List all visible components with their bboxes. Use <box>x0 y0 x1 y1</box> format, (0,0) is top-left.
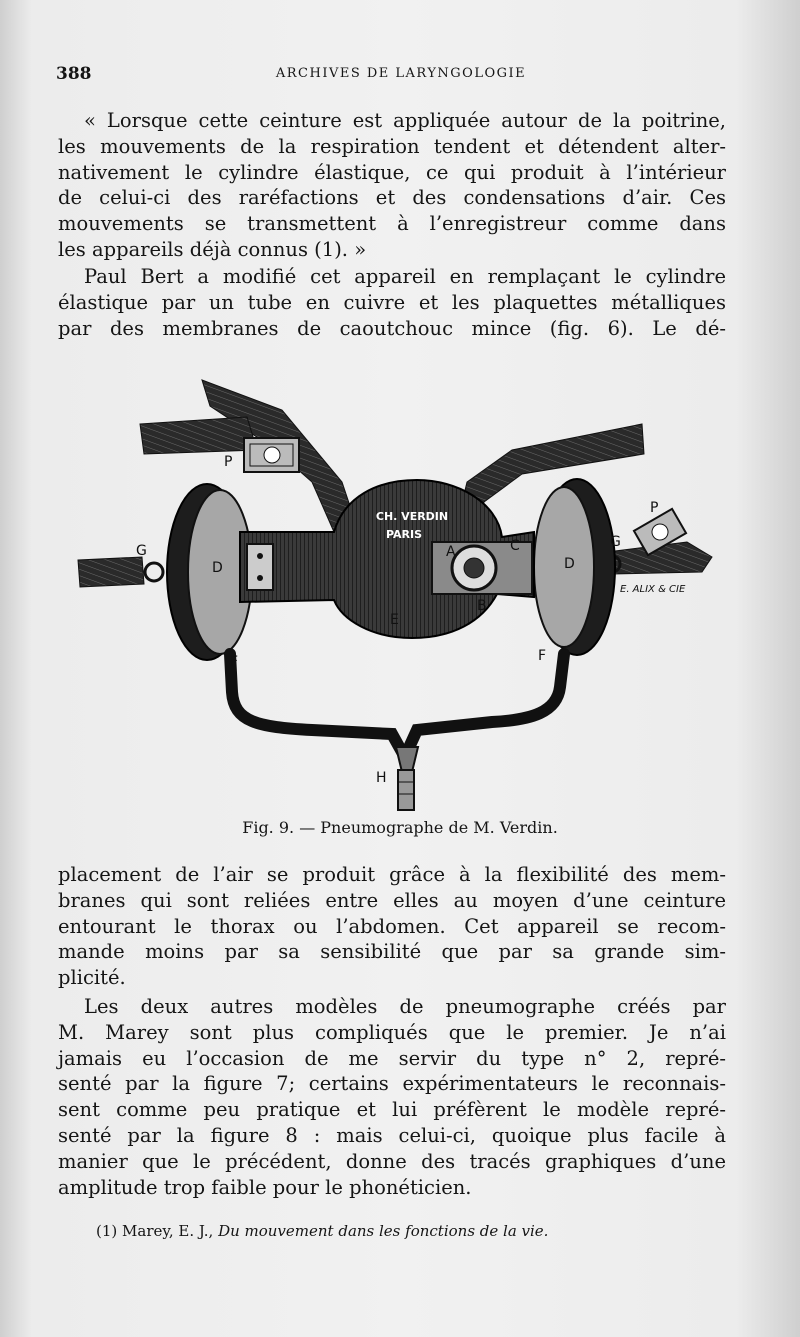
left-clamp <box>247 544 273 590</box>
label-g-right: G <box>610 534 621 550</box>
text-line: manier que le précédent, donne des tracés graphiques d’une <box>58 1149 726 1173</box>
text-line: de celui-ci des raréfactions et des condensations d’air. Ces <box>58 186 726 210</box>
text-line: mouvements se transmettent à l’enregistreur comme dans <box>58 212 726 236</box>
paragraph-quote <box>58 108 726 263</box>
text-line: « Lorsque cette ceinture est appliquée autour de la poitrine, <box>84 109 726 132</box>
text-line: branes qui sont reliées entre elles au moyen d’une ceinture <box>58 888 726 912</box>
maker-stamp-line1: CH. VERDIN <box>375 510 449 523</box>
text-line: par des membranes de caoutchouc mince (fig. 6). Le dé- <box>58 316 726 340</box>
engraver-signature: E. ALIX & CIE <box>620 584 686 595</box>
label-a: A <box>446 544 456 560</box>
text-line: entourant le thorax ou l’abdomen. Cet appareil se recom- <box>58 914 726 938</box>
paragraph-models <box>58 994 726 1200</box>
label-h: H <box>376 770 387 786</box>
footnote-author: Marey, E. J., <box>122 1222 214 1240</box>
text-line: placement de l’air se produit grâce à la flexibilité des mem- <box>58 863 726 886</box>
page-number: 388 <box>56 64 92 84</box>
text-line: jamais eu l’occasion de me servir du type n° 2, repré- <box>58 1046 726 1070</box>
label-f-left: F <box>230 654 239 670</box>
text-line: amplitude trop faible pour le phonéticien. <box>58 1175 472 1199</box>
text-line: plicité. <box>58 966 126 990</box>
page-header <box>56 64 746 88</box>
figure-caption: Fig. 9. — Pneumographe de M. Verdin. <box>242 818 558 837</box>
label-g-left: G <box>136 543 147 559</box>
text-line: Paul Bert a modifié cet appareil en remplaçant le cylindre <box>84 265 726 288</box>
pneumograph-illustration <box>72 362 732 822</box>
label-c: C <box>510 538 520 554</box>
label-f-right: F <box>538 648 547 664</box>
text-line: mande moins par sa sensibilité que par sa grande sim- <box>58 940 726 964</box>
paragraph-paul-bert <box>58 264 726 341</box>
footnote-marker: (1) <box>96 1222 118 1240</box>
left-side-strap <box>78 557 144 587</box>
label-d-right: D <box>564 556 575 572</box>
left-tube <box>230 654 402 752</box>
text-line: les appareils déjà connus (1). » <box>58 237 367 261</box>
y-connector <box>396 747 418 772</box>
text-line: Les deux autres modèles de pneumographe créés par <box>84 995 726 1018</box>
label-p-left: P <box>224 454 233 470</box>
right-tube <box>407 654 564 752</box>
text-line: nativement le cylindre élastique, ce qui produit à l’intérieur <box>58 160 726 184</box>
footnote-title: Du mouvement dans les fonctions de la vie. <box>218 1222 549 1240</box>
label-b: B <box>477 598 487 614</box>
text-line: senté par la figure 8 : mais celui-ci, quoique plus facile à <box>58 1123 726 1147</box>
text-line: senté par la figure 7; certains expérimentateurs le reconnais- <box>58 1072 726 1096</box>
running-head: ARCHIVES DE LARYNGOLOGIE <box>275 66 527 81</box>
paragraph-continuation <box>58 862 726 991</box>
left-ring <box>145 563 163 581</box>
label-e: E <box>390 612 399 628</box>
left-top-strap <box>140 417 257 454</box>
text-line: sent comme peu pratique et lui préfèrent le modèle repré- <box>58 1098 726 1122</box>
figure-pneumograph <box>72 362 732 822</box>
outlet-tube-h <box>398 770 414 810</box>
label-d-left: D <box>212 560 223 576</box>
footnote <box>96 1222 736 1240</box>
text-line: les mouvements de la respiration tendent et détendent alter- <box>58 134 726 158</box>
text-line: M. Marey sont plus compliqués que le premier. Je n’ai <box>58 1020 726 1044</box>
maker-stamp-line2: PARIS <box>385 528 423 541</box>
text-line: élastique par un tube en cuivre et les plaquettes métalliques <box>58 290 726 314</box>
label-p-right: P <box>650 500 659 516</box>
